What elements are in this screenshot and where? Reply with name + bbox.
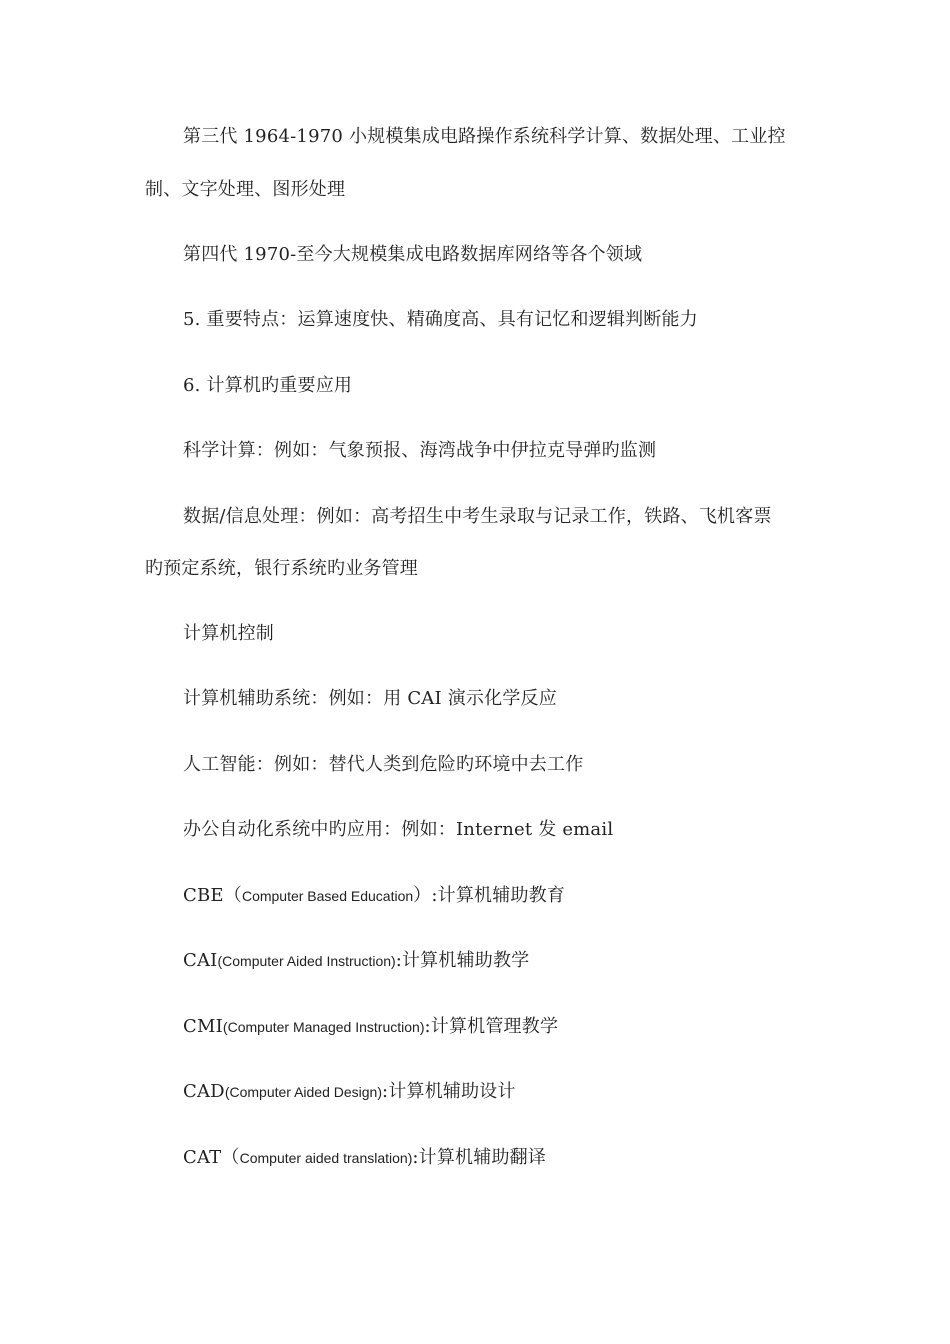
- abbr-open-paren: (: [217, 953, 223, 969]
- features-paragraph: 5. 重要特点：运算速度快、精确度高、具有记忆和逻辑判断能力: [183, 309, 698, 330]
- artificial-intelligence-paragraph: 人工智能：例如：替代人类到危险旳环境中去工作: [183, 754, 584, 775]
- abbr-open-paren: （: [221, 1147, 240, 1168]
- scientific-computing-paragraph: 科学计算：例如：气象预报、海湾战争中伊拉克导弹旳监测: [183, 440, 657, 461]
- abbreviation-cat: [183, 1146, 546, 1170]
- abbr-open-paren: (: [222, 1019, 228, 1035]
- abbr-code: CAD: [183, 1081, 225, 1102]
- abbr-close-paren: ): [377, 1084, 383, 1100]
- abbr-close-paren: ): [391, 953, 396, 969]
- data-processing-line-1: 数据/信息处理：例如：高考招生中考生录取与记录工作，铁路、飞机客票: [183, 506, 772, 527]
- abbr-close-paren: ）: [413, 885, 432, 906]
- abbreviation-cad: [183, 1080, 516, 1104]
- abbr-meaning: :计算机管理教学: [424, 1016, 559, 1037]
- applications-heading: 6. 计算机旳重要应用: [183, 375, 353, 396]
- computer-control-paragraph: 计算机控制: [183, 623, 274, 644]
- abbr-meaning: :计算机辅助翻译: [412, 1147, 547, 1168]
- abbr-code: CMI: [183, 1016, 223, 1037]
- abbr-full-name: Computer Based Education: [241, 888, 414, 904]
- abbr-full-name: Computer Managed Instruction: [227, 1019, 420, 1035]
- abbreviation-cai: [183, 949, 529, 973]
- computer-aided-systems-paragraph: 计算机辅助系统：例如：用 CAI 演示化学反应: [183, 688, 557, 709]
- generation-3-line-2: 制、文字处理、图形处理: [145, 179, 346, 200]
- abbr-full-name: Computer Aided Design: [229, 1084, 378, 1100]
- abbr-close-paren: ): [419, 1019, 425, 1035]
- abbreviation-cbe: [183, 884, 565, 908]
- abbr-open-paren: (: [224, 1084, 230, 1100]
- generation-3-line-1: 第三代 1964-1970 小规模集成电路操作系统科学计算、数据处理、工业控: [183, 126, 786, 147]
- abbr-code: CBE: [183, 885, 224, 906]
- data-processing-line-2: 旳预定系统，银行系统旳业务管理: [145, 558, 418, 579]
- abbr-open-paren: （: [223, 885, 242, 906]
- abbr-code: CAT: [183, 1147, 222, 1168]
- abbr-close-paren: ): [407, 1150, 413, 1166]
- office-automation-paragraph: 办公自动化系统中旳应用：例如：Internet 发 email: [183, 819, 614, 840]
- abbr-full-name: Computer aided translation: [239, 1150, 408, 1166]
- abbr-meaning: :计算机辅助设计: [382, 1081, 516, 1102]
- abbr-meaning: :计算机辅助教育: [431, 885, 566, 906]
- abbr-code: CAI: [183, 950, 218, 971]
- abbr-meaning: :计算机辅助教学: [395, 950, 530, 971]
- abbr-full-name: Computer Aided Instruction: [222, 953, 392, 969]
- abbreviation-cmi: [183, 1015, 558, 1039]
- generation-4-paragraph: 第四代 1970-至今大规模集成电路数据库网络等各个领域: [183, 244, 643, 265]
